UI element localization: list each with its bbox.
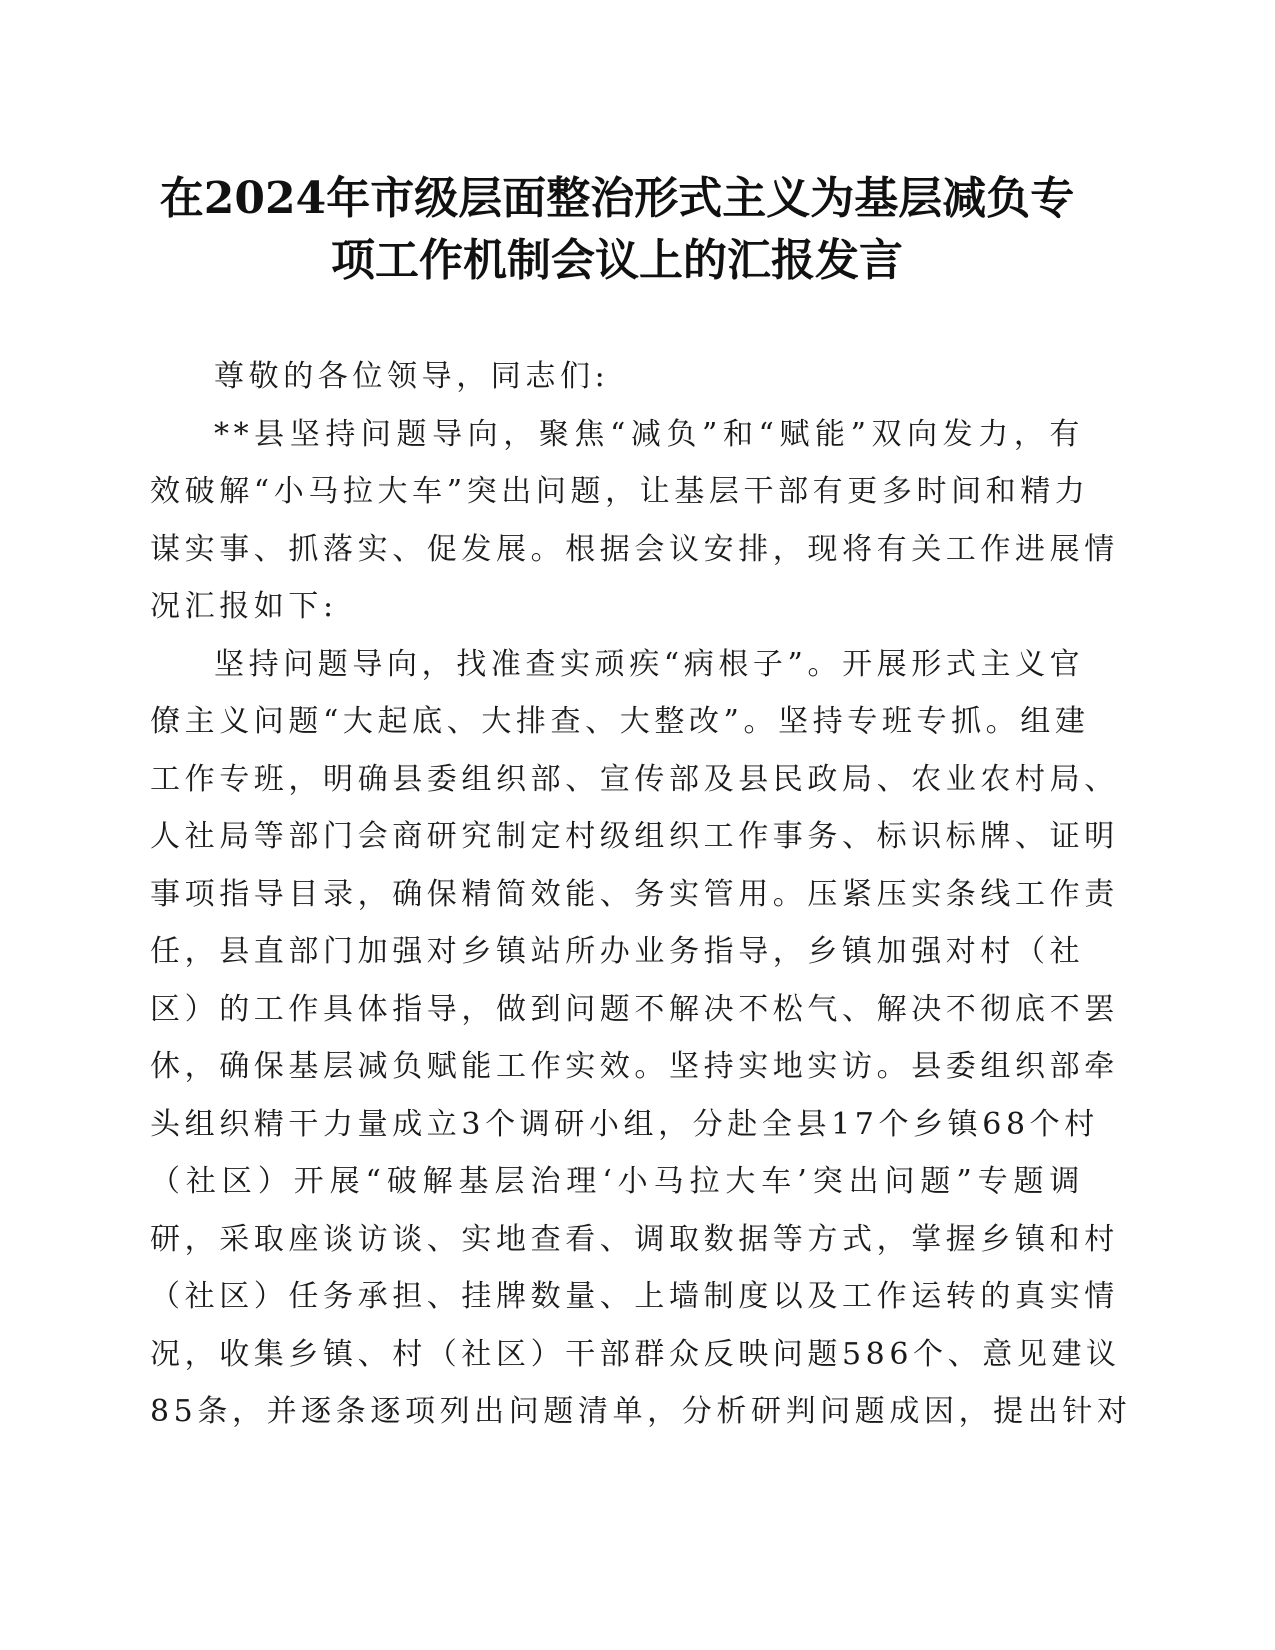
paragraph-intro	[150, 406, 1119, 636]
paragraph-line: 休，确保基层减负赋能工作实效。坚持实地实访。县委组织部牵	[150, 1049, 1119, 1084]
document-body	[150, 348, 1132, 1441]
paragraph-line: 效破解“小马拉大车”突出问题，让基层干部有更多时间和精力	[150, 474, 1090, 509]
paragraph-line: **县坚持问题导向，聚焦“减负”和“赋能”双向发力，有	[214, 416, 1084, 452]
paragraph-line: 研，采取座谈访谈、实地查看、调取数据等方式，掌握乡镇和村	[150, 1221, 1119, 1257]
paragraph-line: 况，收集乡镇、村（社区）干部群众反映问题586个、意见建议	[150, 1336, 1121, 1372]
paragraph-line: 头组织精干力量成立3个调研小组，分赴全县17个乡镇68个村	[150, 1106, 1099, 1142]
paragraph-line: 谋实事、抓落实、促发展。根据会议安排，现将有关工作进展情	[150, 531, 1119, 567]
paragraph-line: （社区）开展“破解基层治理‘小马拉大车’突出问题”专题调	[150, 1164, 1084, 1199]
salutation-line: 尊敬的各位领导，同志们:	[214, 359, 610, 394]
title-line: 项工作机制会议上的汇报发言	[331, 235, 903, 286]
document-title	[150, 168, 1084, 292]
document-page	[150, 168, 1132, 1441]
paragraph-line: 任，县直部门加强对乡镇站所办业务指导，乡镇加强对村（社	[150, 934, 1085, 969]
paragraph-line: 工作专班，明确县委组织部、宣传部及县民政局、农业农村局、	[150, 761, 1119, 797]
salutation	[150, 348, 1084, 406]
title-line: 在2024年市级层面整治形式主义为基层减负专	[159, 173, 1075, 224]
paragraph-line: （社区）任务承担、挂牌数量、上墙制度以及工作运转的真实情	[150, 1279, 1119, 1314]
paragraph-line: 事项指导目录，确保精简效能、务实管用。压紧压实条线工作责	[150, 876, 1119, 912]
paragraph-line: 僚主义问题“大起底、大排查、大整改”。坚持专班专抓。组建	[150, 704, 1090, 739]
paragraph-line: 85条，并逐条逐项列出问题清单，分析研判问题成因，提出针对	[150, 1394, 1132, 1429]
paragraph-problem-orientation	[150, 636, 1132, 1441]
paragraph-line: 区）的工作具体指导，做到问题不解决不松气、解决不彻底不罢	[150, 991, 1119, 1027]
paragraph-line: 坚持问题导向，找准查实顽疾“病根子”。开展形式主义官	[214, 646, 1085, 682]
paragraph-line: 况汇报如下:	[150, 589, 338, 624]
paragraph-line: 人社局等部门会商研究制定村级组织工作事务、标识标牌、证明	[150, 819, 1119, 854]
